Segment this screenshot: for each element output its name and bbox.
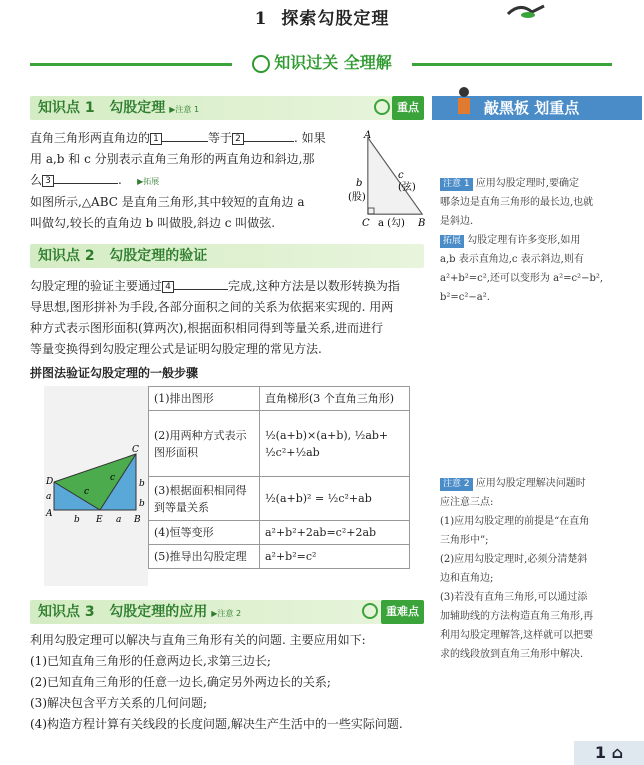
side-label: c	[398, 170, 404, 181]
kp2-label: 知识点 2	[38, 248, 95, 264]
target-icon	[374, 99, 390, 115]
kp1-text: 直角三角形两直角边的 1 等于 2 . 如果 用 a,b 和 c 分别表示直角三角形的两直角边和斜边,那 么 3 . ▶拓展 如图所示,△ABC 是直角三角形,其中较短的直角边 a 叫做勾,较长的直角边 b 叫做股,斜边 c 叫做弦.	[30, 128, 350, 234]
list-item: (2)已知直角三角形的任意一边长,确定另外两边长的关系;	[30, 675, 331, 689]
vertex-label: B	[134, 515, 141, 525]
steps-subtitle: 拼图法验证勾股定理的一般步骤	[30, 366, 199, 380]
sidebar-note-2: 注意 2 应用勾股定理解决问题时 应注意三点: (1)应用勾股定理的前提是“在直角 三角形中”; (2)应用勾股定理时,必须分清楚斜 边和直角边; (3)若没有直角三角形,可以通过添 加辅助线的方法构造直角三角形,再 利用勾股定理解答,这样就可以把要 求的线段放到直角三角形中解决.	[440, 478, 594, 660]
kp1-header	[30, 96, 424, 120]
trapezoid-figure	[44, 386, 148, 586]
side-label: a	[116, 515, 122, 525]
side-label: b	[139, 499, 145, 509]
chapter-number: 1	[254, 9, 268, 29]
teacher-icon	[452, 86, 476, 118]
page-number: 1 ⌂	[574, 741, 644, 765]
decorative-figure-icon	[506, 0, 546, 20]
list-item: (3)解决包含平方关系的几何问题;	[30, 696, 208, 710]
table-row: (1)排出图形 直角梯形(3 个直角三角形)	[149, 387, 410, 411]
section-banner	[232, 50, 412, 76]
vertex-label: E	[96, 515, 103, 525]
table-row: (5)推导出勾股定理 a²+b²=c²	[149, 545, 410, 569]
magnifier-icon	[362, 603, 378, 619]
sidebar-note-1: 注意 1 应用勾股定理时,要确定 哪条边是直角三角形的最长边,也就 是斜边. 拓展 勾股定理有许多变形,如用 a,b 表示直角边,c 表示斜边,则有 a²+b²=c²,还可以变形为 a²=c²−b², b²=c²−a².	[440, 178, 604, 303]
table-row: (4)恒等变形 a²+b²+2ab=c²+2ab	[149, 521, 410, 545]
vertex-label: A	[364, 130, 372, 141]
kp1-note: ▶注意 1	[169, 105, 200, 114]
vertex-label: C	[132, 445, 139, 455]
kp3-name: 勾股定理的应用	[109, 604, 208, 620]
kp3-label: 知识点 3	[38, 604, 95, 620]
banner-line-right	[412, 63, 612, 66]
blank-number: 1	[150, 133, 162, 145]
table-row: (3)根据面积相同得到等量关系 ½(a+b)² = ½c²+ab	[149, 477, 410, 521]
side-label: (弦)	[398, 182, 416, 193]
side-label: b	[74, 515, 80, 525]
side-label: (股)	[348, 192, 366, 203]
blank-number: 3	[42, 175, 54, 187]
chapter-title: 探索勾股定理	[281, 9, 390, 29]
kp2-name: 勾股定理的验证	[109, 248, 208, 264]
kp2-header	[30, 244, 424, 268]
banner-line-left	[30, 63, 232, 66]
vertex-label: C	[362, 218, 370, 228]
fill-blank[interactable]	[174, 276, 228, 290]
kp3-header	[30, 600, 424, 624]
vertex-label: D	[46, 477, 54, 487]
side-label: a	[46, 492, 52, 502]
extension-badge: 拓展	[440, 235, 464, 248]
kp1-name: 勾股定理	[109, 100, 166, 116]
trapezoid-figure-panel	[44, 386, 148, 586]
vertex-label: B	[418, 218, 426, 228]
banner-text: 知识过关 全理解	[274, 53, 392, 72]
blank-number: 2	[232, 133, 244, 145]
vertex-label: A	[46, 509, 53, 519]
side-label: c	[110, 473, 116, 483]
sidebar-header-text: 敲黑板 划重点	[484, 99, 580, 117]
page-title	[0, 4, 644, 29]
note-badge: 注意 1	[440, 178, 473, 191]
side-label: b	[139, 479, 145, 489]
fill-blank[interactable]	[54, 170, 118, 184]
note-badge: 注意 2	[440, 478, 473, 491]
extension-note: ▶拓展	[137, 177, 160, 186]
kp1-label: 知识点 1	[38, 100, 95, 116]
table-row: (2)用两种方式表示图形面积 ½(a+b)×(a+b), ½ab+ ½c²+½ab	[149, 411, 410, 477]
side-label: b	[356, 178, 363, 189]
kp3-tag: 重难点	[381, 600, 424, 624]
kp2-text: 勾股定理的验证主要通过 4 完成,这种方法是以数形转换为指 导思想,图形拼补为手段,各部分面积之间的关系为依据来实现的. 用两 种方式表示图形面积(算两次),根据面积相同得到等量关系,进而进行 等量变换得到勾股定理公式是证明勾股定理的常见方法.	[30, 276, 426, 360]
kp3-text: 利用勾股定理可以解决与直角三角形有关的问题. 主要应用如下: (1)已知直角三角形的任意两边长,求第三边长; (2)已知直角三角形的任意一边长,确定另外两边长的关系; (3)解决包含平方关系的几何问题; (4)构造方程计算有关线段的长度问题,解决生产生活中的一些实际问题.	[30, 630, 430, 735]
side-label: c	[84, 487, 90, 497]
blank-number: 4	[162, 281, 174, 293]
steps-table	[148, 386, 410, 569]
fill-blank[interactable]	[244, 128, 294, 142]
side-label: a (勾)	[378, 218, 405, 228]
leaf-icon	[252, 55, 270, 73]
right-triangle-figure	[346, 128, 430, 228]
list-item: (1)已知直角三角形的任意两边长,求第三边长;	[30, 654, 271, 668]
kp3-note: ▶注意 2	[211, 609, 242, 618]
fill-blank[interactable]	[162, 128, 208, 142]
sidebar-header	[432, 96, 642, 120]
kp1-tag: 重点	[392, 96, 424, 120]
list-item: (4)构造方程计算有关线段的长度问题,解决生产生活中的一些实际问题.	[30, 717, 403, 731]
